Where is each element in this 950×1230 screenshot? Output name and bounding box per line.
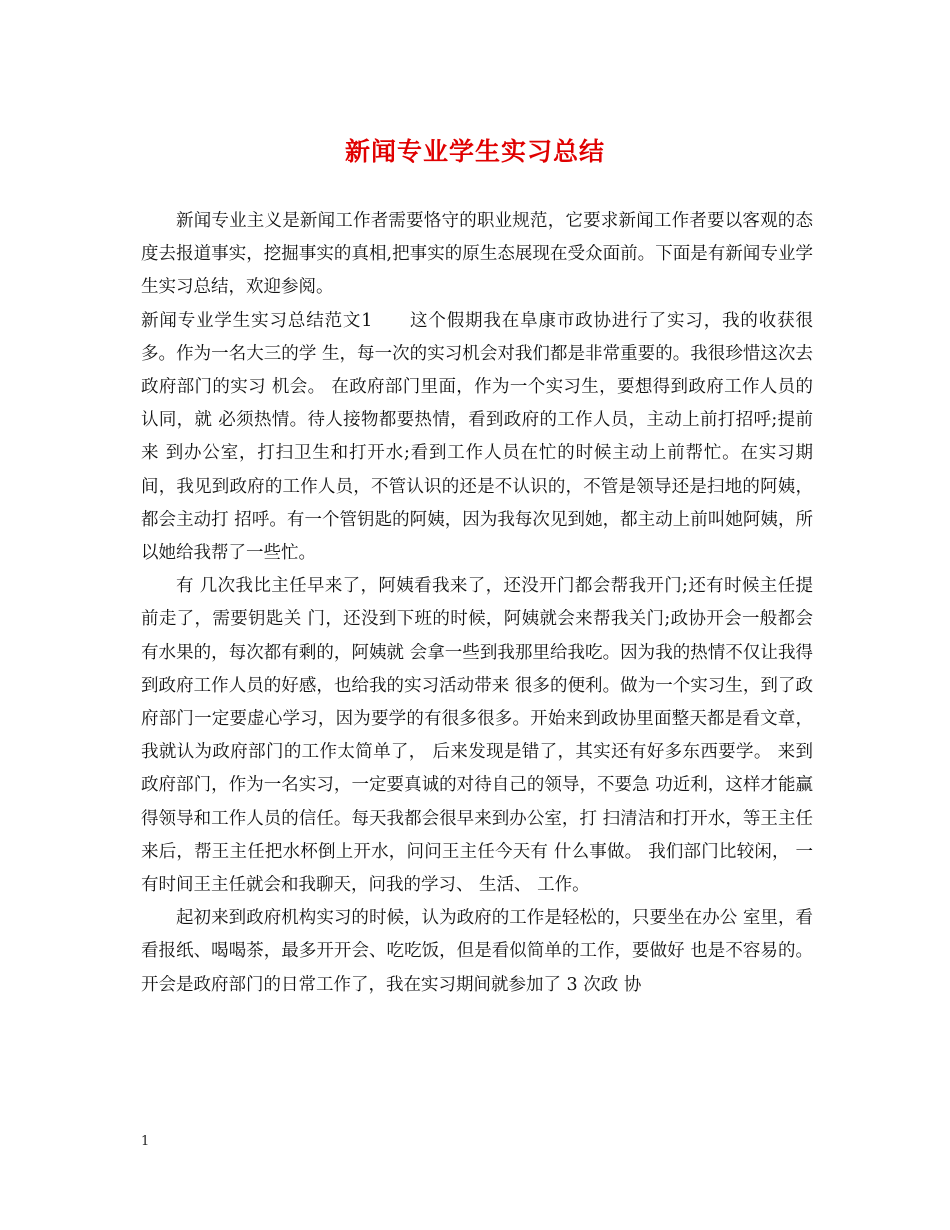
paragraph-intro: 新闻专业主义是新闻工作者需要恪守的职业规范，它要求新闻工作者要以客观的态度去报道事实，挖掘事实的真相,把事实的原生态展现在受众面前。下面是有新闻专业学生实习总结，欢迎参阅。 (141, 211, 813, 298)
document-body (141, 205, 813, 1002)
paragraph-sample-1: 新闻专业学生实习总结范文1 这个假期我在阜康市政协进行了实习，我的收获很多。作为一名大三的学 生，每一次的实习机会对我们都是非常重要的。我很珍惜这次去政府部门的实习 机会。 在政府部门里面，作为一个实习生，要想得到政府工作人员的认同，就 必须热情。待人接物都要热情，看到政府的工作人员，主动上前打招呼;提前来 到办公室，打扫卫生和打开水;看到工作人员在忙的时候主动上前帮忙。在实习期间，我见到政府的工作人员，不管认识的还是不认识的，不管是领导还是扫地的阿姨，都会主动打 招呼。有一个管钥匙的阿姨，因为我每次见到她，都主动上前叫她阿姨，所以她给我帮了一些忙。 (141, 310, 813, 564)
document-title: 新闻专业学生实习总结 (344, 137, 605, 166)
paragraph-meetings: 起初来到政府机构实习的时候，认为政府的工作是轻松的，只要坐在办公 室里，看看报纸、喝喝茶，最多开开会、吃吃饭，但是看似简单的工作，要做好 也是不容易的。 开会是政府部门的日常工作了，我在实习期间就参加了 3 次政 协 (141, 908, 813, 995)
page-number: 1 (141, 1134, 150, 1149)
paragraph-experience: 有 几次我比主任早来了，阿姨看我来了，还没开门都会帮我开门;还有时候主任提前走了，需要钥匙关 门，还没到下班的时候，阿姨就会来帮我关门;政协开会一般都会有水果的，每次都有剩的，阿姨就 会拿一些到我那里给我吃。因为我的热情不仅让我得到政府工作人员的好感，也给我的实习活动带来 很多的便利。做为一个实习生，到了政府部门一定要虚心学习，因为要学的有很多很多。开始来到政协里面整天都是看文章，我就认为政府部门的工作太简单了， 后来发现是错了，其实还有好多东西要学。 来到政府部门，作为一名实习，一定要真诚的对待自己的领导，不要急 功近利，这样才能赢得领导和工作人员的信任。每天我都会很早来到办公室，打 扫清洁和打开水，等王主任来后，帮王主任把水杯倒上开水，问问王主任今天有 什么事做。 我们部门比较闲， 一有时间王主任就会和我聊天，问我的学习、 生活、 工作。 (141, 576, 813, 896)
